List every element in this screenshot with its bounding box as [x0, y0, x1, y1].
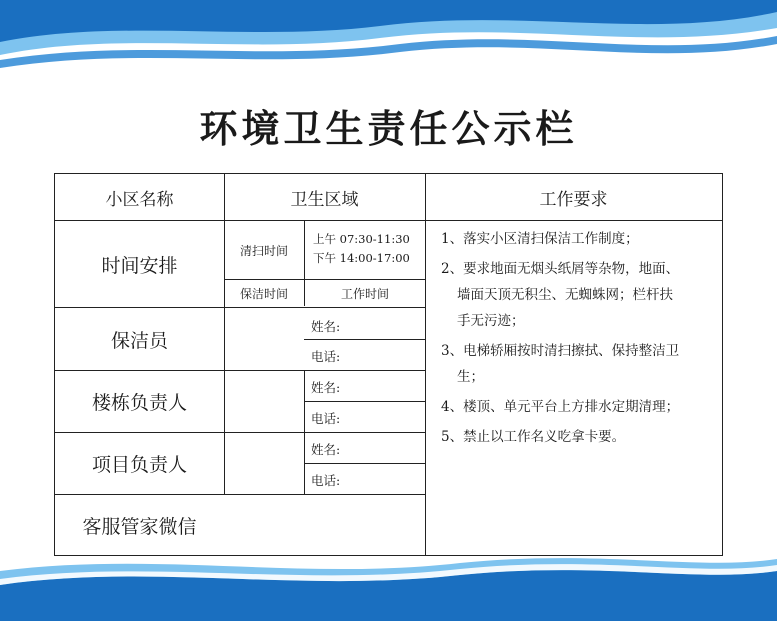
cleaner-phone-label: 电话:: [311, 349, 341, 364]
building-manager-label: 楼栋负责人: [91, 392, 187, 414]
divider: [304, 401, 425, 402]
requirement-line: 4、楼顶、单元平台上方排水定期清理；: [441, 399, 680, 415]
cleaner-name-label: 姓名:: [311, 319, 341, 334]
divider: [304, 339, 425, 340]
clean-time-label: 清扫时间: [239, 243, 288, 258]
clean-time-afternoon: 下午 14:00-17:00: [313, 251, 410, 265]
requirement-line: 生；: [457, 369, 484, 385]
building-manager-phone-label: 电话:: [311, 411, 341, 426]
service-wechat-label: 客服管家微信: [82, 515, 197, 538]
board-title: 环境卫生责任公示栏: [199, 106, 578, 151]
project-manager-label: 项目负责人: [91, 454, 187, 476]
requirement-line: 5、禁止以工作名义吃拿卡要。: [441, 429, 626, 445]
requirement-line: 3、电梯轿厢按时清扫擦拭、保持整洁卫: [441, 343, 680, 359]
requirement-line: 墙面天顶无积尘、无蜘蛛网；栏杆扶: [457, 287, 673, 303]
cleaner-label: 保洁员: [110, 329, 168, 352]
header-community-name: 小区名称: [105, 189, 174, 210]
time-schedule-label: 时间安排: [101, 254, 178, 277]
divider: [425, 174, 426, 555]
requirement-line: 手无污迹；: [457, 313, 525, 329]
duty-table: [54, 173, 723, 556]
header-sanitation-area: 卫生区域: [290, 189, 359, 210]
bottom-wave-decoration: [0, 541, 777, 621]
requirement-line: 2、要求地面无烟头纸屑等杂物，地面、: [441, 261, 680, 277]
building-manager-name-label: 姓名:: [311, 380, 341, 395]
project-manager-name-label: 姓名:: [311, 442, 341, 457]
divider: [304, 463, 425, 464]
requirement-line: 1、落实小区清扫保洁工作制度；: [441, 231, 639, 247]
header-work-requirements: 工作要求: [539, 189, 608, 210]
clean-time-morning: 上午 07:30-11:30: [313, 232, 410, 246]
keep-time-label: 保洁时间: [239, 287, 288, 301]
work-time-label: 工作时间: [340, 287, 389, 301]
top-wave-decoration: [0, 0, 777, 110]
project-manager-phone-label: 电话:: [311, 473, 341, 488]
